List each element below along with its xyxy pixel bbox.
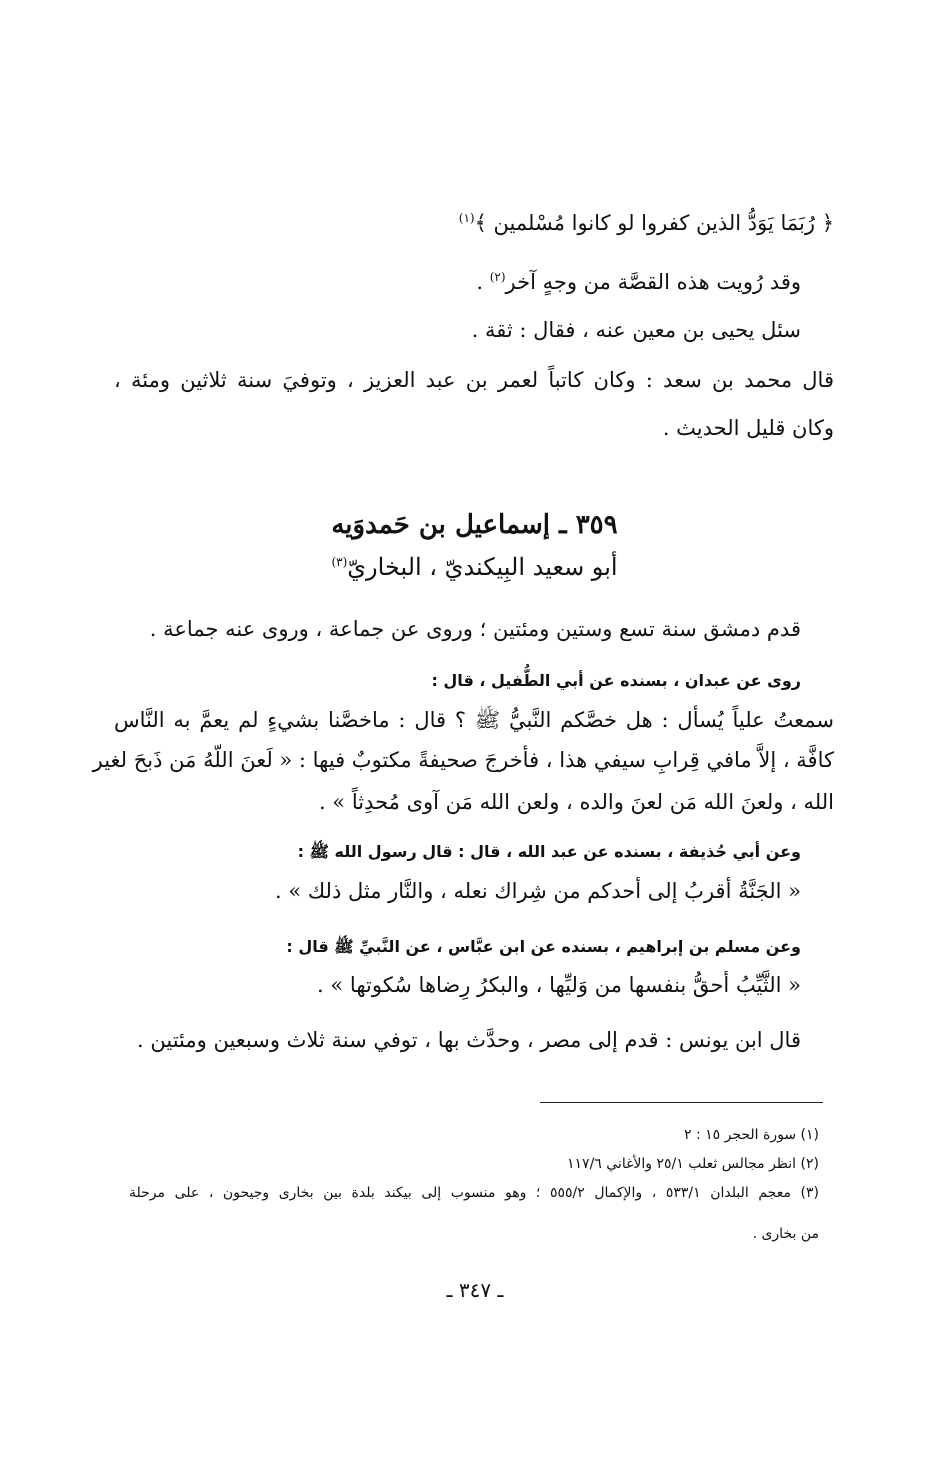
paragraph-story-end: . xyxy=(476,270,490,294)
paragraph-yahya: سئل يحيى بن معين عنه ، فقال : ثقة . xyxy=(471,318,801,342)
hadith-1-line-1: سمعتُ علياً يُسأل : هل خصَّكم النَّبيُّ ﷺ ؟ قال : ماخصَّنا بشيءٍ لم يعمَّ به النَّاس xyxy=(114,708,834,732)
footnote-3-cont: من بخارى . xyxy=(752,1226,819,1242)
hadith-3-text: « الثَّيِّبُ أحقُّ بنفسها من وَليِّها ، والبكرُ رِضاها سُكوتها » . xyxy=(317,973,801,997)
hadith-3-chain: وعن مسلم بن إبراهيم ، بسنده عن ابن عبَّاس ، عن النَّبيِّ ﷺ قال : xyxy=(286,937,801,956)
hadith-2-text: « الجَنَّةُ أقربُ إلى أحدكم من شِراك نعله ، والنَّار مثل ذلك » . xyxy=(274,879,801,903)
entry-subtitle xyxy=(0,553,949,581)
quran-verse xyxy=(459,203,834,238)
footnote-divider xyxy=(540,1102,823,1103)
hadith-1-line-3: الله ، ولعنَ الله مَن لعنَ والده ، ولعن الله مَن آوى مُحدِثاً » . xyxy=(318,790,834,814)
page-number: ـ ٣٤٧ ـ xyxy=(446,1278,504,1302)
footnote-2: (٢) انظر مجالس ثعلب ٢٥/١ والأغاني ١١٧/٦ xyxy=(567,1156,819,1172)
footnote-ref-2: (٢) xyxy=(489,270,506,284)
entry-intro: قدم دمشق سنة تسع وستين ومئتين ؛ وروى عن جماعة ، وروى عنه جماعة . xyxy=(149,617,801,641)
footnote-1: (١) سورة الحجر ١٥ : ٢ xyxy=(683,1127,819,1143)
footnote-ref-1: (١) xyxy=(458,211,475,225)
quran-verse-text: ﴿ رُبَمَا يَوَدُّ الذين كفروا لو كانوا مُسْلمين ﴾ xyxy=(474,211,834,235)
hadith-1-chain: روى عن عبدان ، بسنده عن أبي الطُّفيل ، قال : xyxy=(431,671,801,690)
paragraph-story-text: وقد رُويت هذه القصَّة من وجهٍ آخر xyxy=(505,270,801,294)
paragraph-ibn-saad-2: وكان قليل الحديث . xyxy=(662,416,834,440)
paragraph-ibn-saad-1: قال محمد بن سعد : وكان كاتباً لعمر بن عبد العزيز ، وتوفيَ سنة ثلاثين ومئة ، xyxy=(114,368,834,392)
footnote-3: (٣) معجم البلدان ٥٣٣/١ ، والإكمال ٥٥٥/٢ ؛ وهو منسوب إلى بيكند بلدة بين بخارى وجيحون ، على مرحلة xyxy=(129,1185,819,1201)
entry-subtitle-text: أبو سعيد البِيكنديّ ، البخاريّ xyxy=(347,553,618,581)
entry-title: ٣٥٩ ـ إسماعيل بن حَمدوَيه xyxy=(331,510,618,540)
footnote-ref-3: (٣) xyxy=(331,555,348,569)
closing-paragraph: قال ابن يونس : قدم إلى مصر ، وحدَّث بها ، توفي سنة ثلاث وسبعين ومئتين . xyxy=(137,1028,801,1052)
hadith-2-chain: وعن أبي حُذيفة ، بسنده عن عبد الله ، قال : قال رسول الله ﷺ : xyxy=(297,842,801,861)
hadith-1-line-2: كافَّة ، إلاَّ مافي قِرابِ سيفي هذا ، فأخرجَ صحيفةً مكتوبٌ فيها : « لَعنَ اللّهُ مَن ذَبحَ لغير xyxy=(92,748,834,772)
paragraph-story xyxy=(476,262,801,297)
